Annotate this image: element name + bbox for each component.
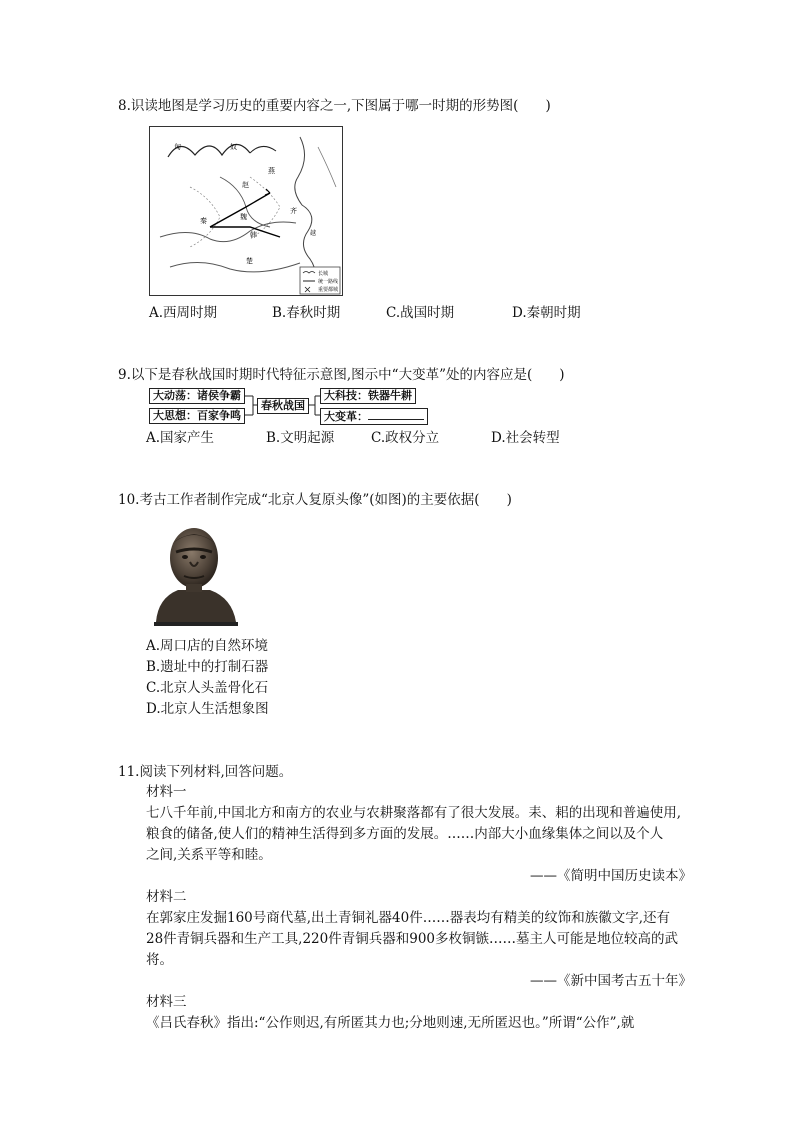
diagram-right-bottom-label: 大变革： (324, 410, 368, 423)
peking-man-bust-image (148, 518, 240, 626)
svg-text:匈: 匈 (174, 143, 181, 151)
material-2-line-3: 将。 (146, 952, 173, 968)
q9-option-c[interactable]: C.政权分立 (371, 430, 440, 446)
material-3-line-1: 《吕氏春秋》指出:“公作则迟,有所匿其力也;分地则速,无所匿迟也。”所谓“公作”,就 (146, 1015, 635, 1031)
svg-text:魏: 魏 (240, 213, 247, 221)
svg-text:齐: 齐 (290, 207, 297, 215)
svg-text:越: 越 (310, 230, 317, 237)
material-1-source: ——《简明中国历史读本》 (530, 868, 692, 884)
q9-stem: 9.以下是春秋战国时期时代特征示意图,图示中“大变革”处的内容应是( ) (118, 367, 565, 383)
warring-states-map-figure (150, 127, 342, 295)
diagram-right-top-box: 大科技：铁器牛耕 (320, 388, 416, 404)
svg-text:重要都城: 重要都城 (318, 287, 339, 293)
q11-stem: 11.阅读下列材料,回答问题。 (118, 764, 293, 780)
material-2-source: ——《新中国考古五十年》 (530, 973, 692, 989)
q8-option-d[interactable]: D.秦朝时期 (512, 305, 581, 321)
q8-option-c[interactable]: C.战国时期 (386, 305, 455, 321)
q8-option-a[interactable]: A.西周时期 (149, 305, 218, 321)
diagram-left-bottom-box: 大思想：百家争鸣 (149, 408, 245, 424)
q8-stem: 8.识读地图是学习历史的重要内容之一,下图属于哪一时期的形势图( ) (118, 98, 551, 114)
q10-stem: 10.考古工作者制作完成“北京人复原头像”(如图)的主要依据( ) (118, 492, 512, 508)
svg-text:奴: 奴 (230, 143, 237, 151)
q9-option-d[interactable]: D.社会转型 (491, 430, 560, 446)
q9-option-a[interactable]: A.国家产生 (146, 430, 215, 446)
q8-option-b[interactable]: B.春秋时期 (272, 305, 341, 321)
svg-text:赵: 赵 (242, 181, 249, 189)
diagram-right-bottom-box (320, 408, 428, 425)
svg-text:燕: 燕 (268, 167, 275, 175)
material-1-line-2: 粮食的储备,使人们的精神生活得到多方面的发展。……内部大小血缘集体之间以及个人 (146, 826, 664, 842)
diagram-center-box: 春秋战国 (257, 398, 309, 414)
material-2-title: 材料二 (146, 889, 187, 905)
q10-option-d[interactable]: D.北京人生活想象图 (146, 701, 269, 717)
svg-text:秦: 秦 (200, 217, 207, 225)
svg-text:韩: 韩 (250, 231, 257, 239)
material-1-line-1: 七八千年前,中国北方和南方的农业与农耕聚落都有了很大发展。耒、耜的出现和普遍使用, (146, 805, 682, 821)
material-2-line-2: 28件青铜兵器和生产工具,220件青铜兵器和900多枚铜镞……墓主人可能是地位较高的武 (146, 931, 679, 947)
material-1-line-3: 之间,关系平等和睦。 (146, 847, 272, 863)
material-2-line-1: 在郭家庄发掘160号商代墓,出土青铜礼器40件……器表均有精美的纹饰和族徽文字,还有 (146, 910, 671, 926)
q10-option-a[interactable]: A.周口店的自然环境 (146, 638, 269, 654)
q9-diagram (149, 387, 414, 427)
diagram-left-top-box: 大动荡：诸侯争霸 (149, 388, 245, 404)
svg-text:长城: 长城 (318, 271, 329, 277)
q8-map (149, 126, 343, 296)
material-1-title: 材料一 (146, 784, 187, 800)
q10-option-b[interactable]: B.遗址中的打制石器 (146, 659, 269, 675)
diagram-answer-blank (368, 409, 424, 420)
q9-option-b[interactable]: B.文明起源 (266, 430, 335, 446)
q10-option-c[interactable]: C.北京人头盖骨化石 (146, 680, 269, 696)
svg-text:统一路线: 统一路线 (318, 279, 339, 285)
svg-text:楚: 楚 (246, 257, 253, 265)
material-3-title: 材料三 (146, 994, 187, 1010)
